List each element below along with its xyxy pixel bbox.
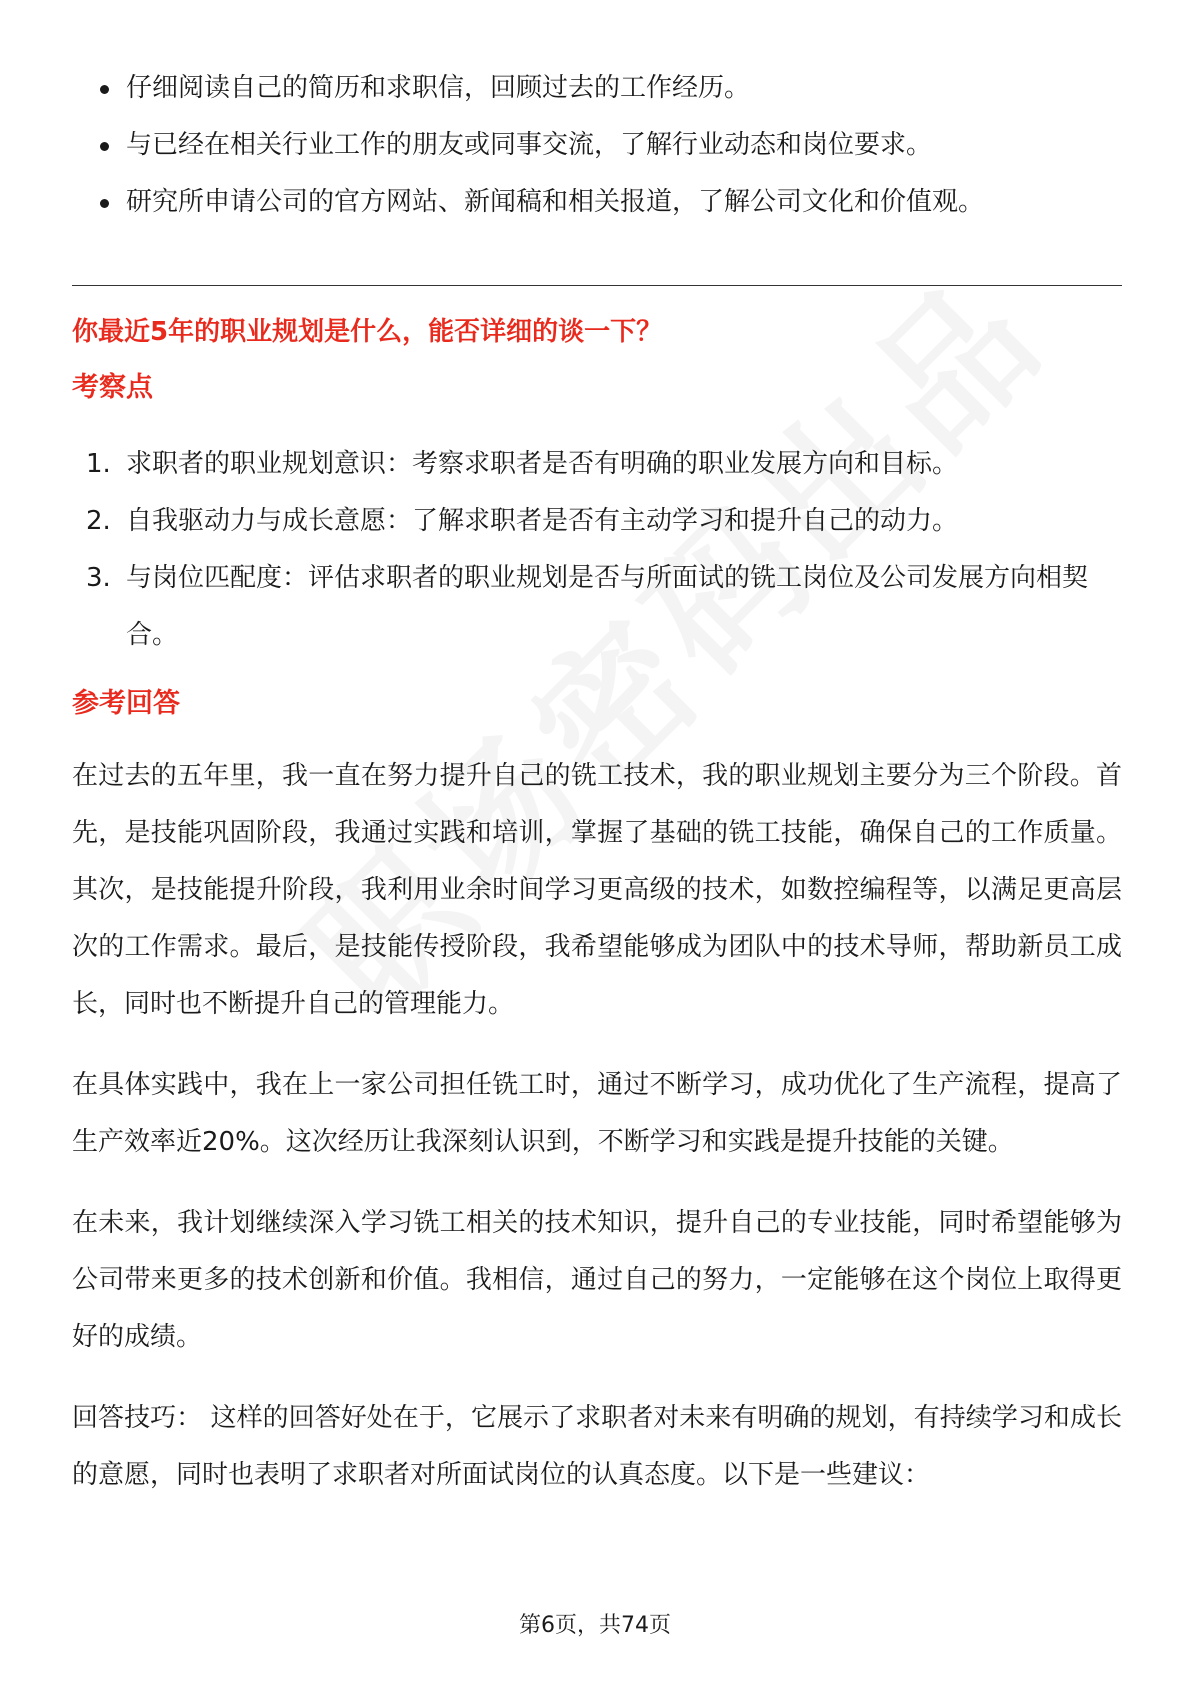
item-text: 自我驱动力与成长意愿：了解求职者是否有主动学习和提升自己的动力。 xyxy=(126,506,959,536)
bullet-item xyxy=(72,174,1122,231)
answer-paragraph: 在未来，我计划继续深入学习铣工相关的技术知识，提升自己的专业技能，同时希望能够为公司带来更多的技术创新和价值。我相信，通过自己的努力，一定能够在这个岗位上取得更好的成绩。 xyxy=(72,1208,1122,1352)
answer-heading: 参考回答 xyxy=(72,688,180,719)
page-content xyxy=(72,60,1122,1504)
bullet-list xyxy=(72,60,1122,231)
question-title: 你最近5年的职业规划是什么，能否详细的谈一下？ xyxy=(72,317,663,347)
bullet-item xyxy=(72,117,1122,174)
assessment-item xyxy=(72,436,1122,493)
section-divider xyxy=(72,285,1122,286)
bullet-text: 研究所申请公司的官方网站、新闻稿和相关报道，了解公司文化和价值观。 xyxy=(126,187,985,217)
assessment-item xyxy=(72,493,1122,550)
assessment-item xyxy=(72,550,1122,664)
answer-paragraph: 在过去的五年里，我一直在努力提升自己的铣工技术，我的职业规划主要分为三个阶段。首先，是技能巩固阶段，我通过实践和培训，掌握了基础的铣工技能，确保自己的工作质量。其次，是技能提升阶段，我利用业余时间学习更高级的技术，如数控编程等，以满足更高层次的工作需求。最后，是技能传授阶段，我希望能够成为团队中的技术导师，帮助新员工成长，同时也不断提升自己的管理能力。 xyxy=(72,761,1122,1019)
assessment-heading: 考察点 xyxy=(72,372,153,403)
answer-paragraph: 在具体实践中，我在上一家公司担任铣工时，通过不断学习，成功优化了生产流程，提高了生产效率近20%。这次经历让我深刻认识到，不断学习和实践是提升技能的关键。 xyxy=(72,1070,1122,1157)
answer-tips-paragraph: 回答技巧： 这样的回答好处在于，它展示了求职者对未来有明确的规划，有持续学习和成长的意愿，同时也表明了求职者对所面试岗位的认真态度。以下是一些建议： xyxy=(72,1403,1122,1490)
bullet-item xyxy=(72,60,1122,117)
bullet-dot-icon xyxy=(100,142,109,151)
bullet-text: 与已经在相关行业工作的朋友或同事交流，了解行业动态和岗位要求。 xyxy=(126,130,933,160)
bullet-text: 仔细阅读自己的简历和求职信，回顾过去的工作经历。 xyxy=(126,73,751,103)
item-text: 与岗位匹配度：评估求职者的职业规划是否与所面试的铣工岗位及公司发展方向相契合。 xyxy=(126,563,1089,650)
bullet-dot-icon xyxy=(100,199,109,208)
item-number: 2. xyxy=(86,506,111,536)
item-number: 3. xyxy=(86,563,111,593)
bullet-dot-icon xyxy=(100,85,109,94)
assessment-list xyxy=(72,436,1122,664)
item-text: 求职者的职业规划意识：考察求职者是否有明确的职业发展方向和目标。 xyxy=(126,449,959,479)
page-number: 第6页，共74页 xyxy=(519,1613,671,1638)
item-number: 1. xyxy=(86,449,111,479)
